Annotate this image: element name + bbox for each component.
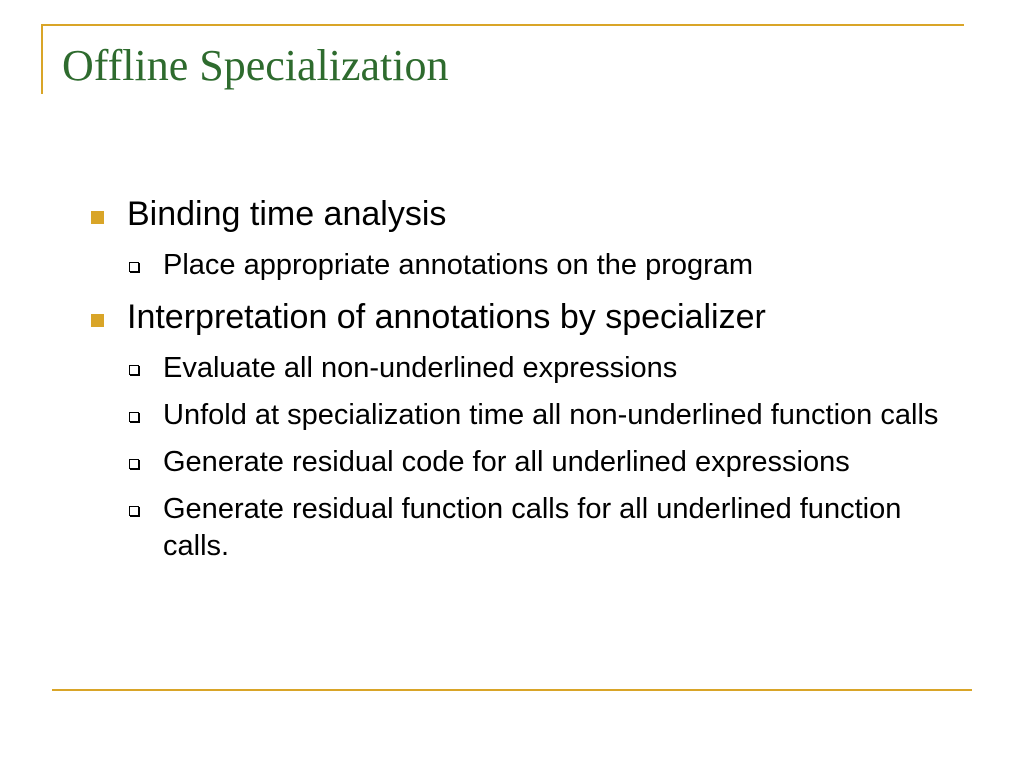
bullet-list (86, 191, 966, 575)
sub-bullet-item (127, 444, 966, 481)
title-accent-vertical-line (41, 24, 43, 94)
bullet-item (86, 191, 966, 237)
sub-bullet-text: Place appropriate annotations on the program (163, 249, 754, 281)
sub-bullet-item (127, 397, 966, 434)
sub-bullet-text: Generate residual function calls for all underlined function calls. (163, 493, 902, 562)
sub-bullet-item (127, 491, 966, 565)
square-bullet-icon (91, 211, 104, 224)
hollow-square-bullet-icon (129, 459, 139, 469)
hollow-square-bullet-icon (129, 506, 139, 516)
sub-bullet-item (127, 350, 966, 387)
square-bullet-icon (91, 314, 104, 327)
slide-title: Offline Specialization (62, 41, 449, 90)
hollow-square-bullet-icon (129, 262, 139, 272)
sub-bullet-text: Evaluate all non-underlined expressions (163, 352, 678, 384)
title-accent-top-line (41, 24, 964, 26)
footer-accent-line (52, 689, 972, 691)
sub-bullet-text: Unfold at specialization time all non-underlined function calls (163, 399, 939, 431)
bullet-text: Interpretation of annotations by specializer (127, 298, 766, 336)
sub-bullet-text: Generate residual code for all underlined expressions (163, 446, 850, 478)
bullet-text: Binding time analysis (127, 195, 447, 233)
hollow-square-bullet-icon (129, 412, 139, 422)
hollow-square-bullet-icon (129, 365, 139, 375)
sub-bullet-item (127, 247, 966, 284)
bullet-item (86, 294, 966, 340)
